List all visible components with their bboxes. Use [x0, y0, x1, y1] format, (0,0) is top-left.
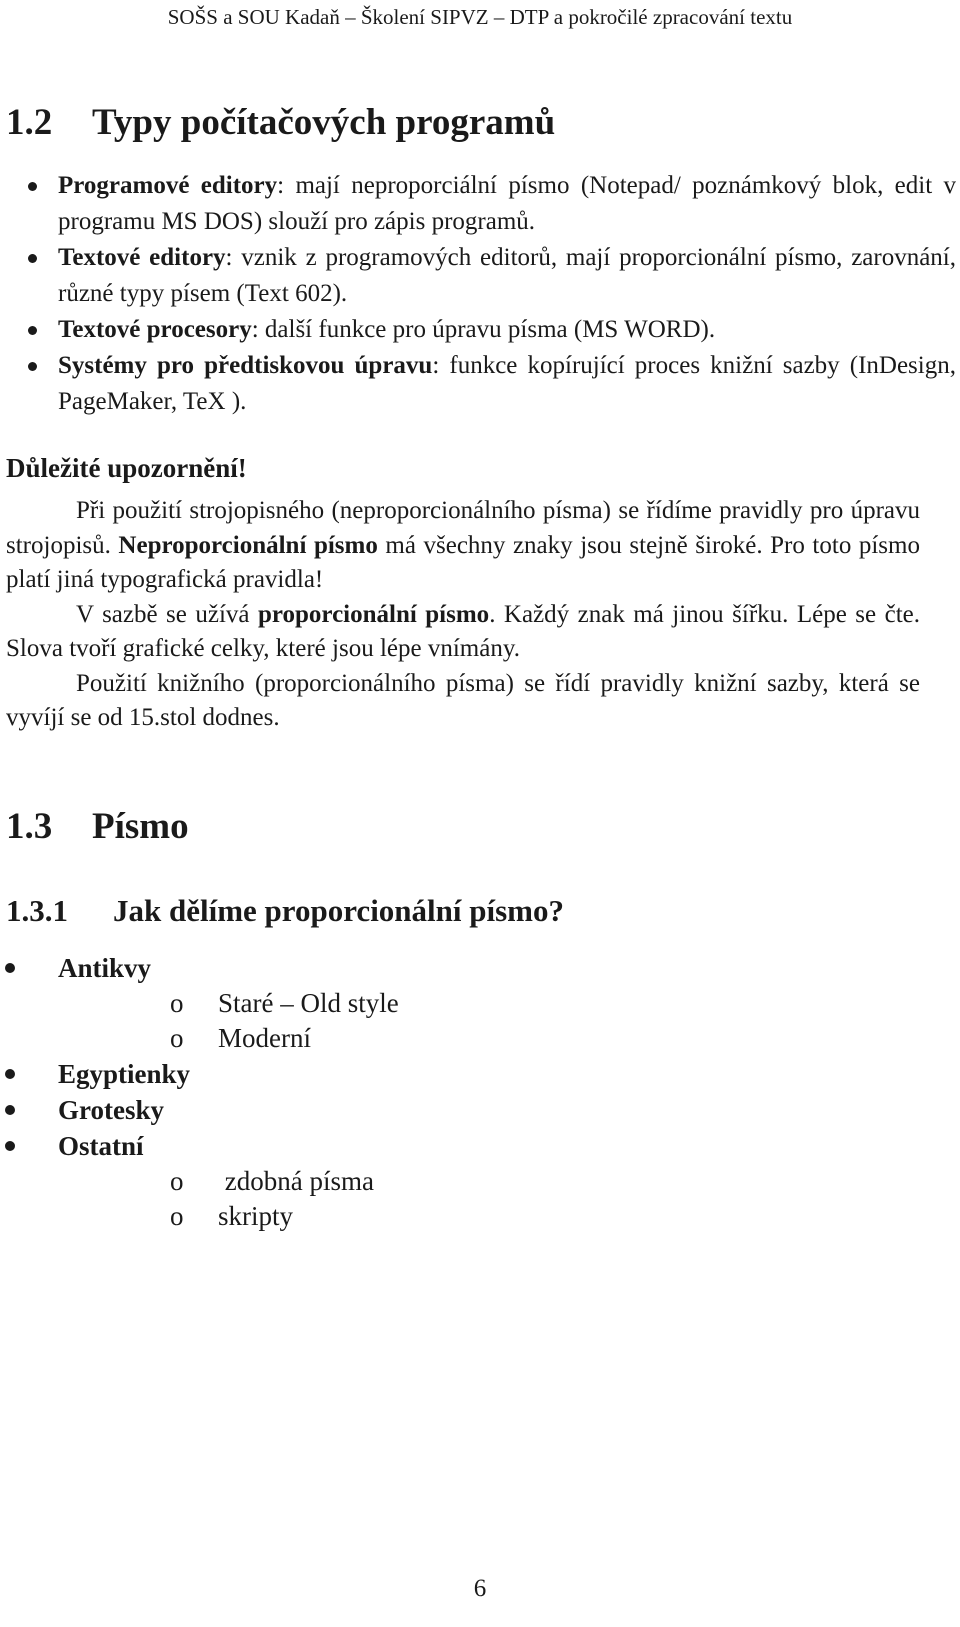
sub-item-text: skripty — [218, 1201, 294, 1231]
note-text: Při použití strojopisného (neproporcionálního písma) se řídíme pravidly pro úpravu strojopisů. — [6, 497, 920, 559]
page-number: 6 — [473, 1575, 487, 1602]
note-paragraph — [6, 598, 920, 667]
program-types-list — [0, 168, 960, 420]
class-name: Grotesky — [58, 1095, 164, 1125]
list-item — [0, 168, 960, 240]
note-text: . Každý znak má jinou šířku. Lépe se čte. Slova tvoří grafické celky, které jsou lépe vnímány. — [6, 600, 920, 662]
sub-item-text: Moderní — [218, 1023, 311, 1053]
sub-list-item — [58, 986, 960, 1021]
bullet-icon — [5, 963, 15, 973]
sub-item-text: zdobná písma — [218, 1166, 374, 1196]
section-title: Písmo — [92, 806, 189, 847]
note-text: V sazbě se užívá — [76, 600, 258, 628]
list-item — [0, 1056, 960, 1092]
page-header: SOŠS a SOU Kadaň – Školení SIPVZ – DTP a pokročilé zpracování textu — [167, 5, 793, 29]
definition: : funkce kopírující proces knižní sazby (InDesign, PageMaker, TeX ). — [58, 352, 956, 415]
sub-list — [58, 1164, 960, 1234]
list-item — [0, 312, 960, 348]
term: Systémy pro předtiskovou úpravu — [58, 352, 433, 379]
circle-bullet-icon: o — [170, 1201, 184, 1231]
list-item — [0, 950, 960, 1056]
definition: : vznik z programových editorů, mají proporcionální písmo, zarovnání, různé typy písem (Text 602). — [58, 244, 956, 307]
term: Textové editory — [58, 244, 226, 271]
list-item — [0, 348, 960, 420]
section-heading-1-3 — [6, 805, 189, 849]
class-name: Ostatní — [58, 1131, 144, 1161]
section-title: Typy počítačových programů — [92, 102, 556, 143]
note-emphasis: Neproporcionální písmo — [118, 531, 378, 559]
typeface-classes-list — [0, 950, 960, 1234]
bullet-icon — [5, 1141, 15, 1151]
term: Programové editory — [58, 172, 278, 199]
list-item — [0, 240, 960, 312]
bullet-icon — [5, 1069, 15, 1079]
bullet-icon — [28, 326, 37, 335]
definition: : další funkce pro úpravu písma (MS WORD). — [251, 316, 716, 343]
sub-list — [58, 986, 960, 1056]
note-paragraph: Použití knižního (proporcionálního písma) se řídí pravidly knižní sazby, která se vyvíjí se od 15.stol dodnes. — [6, 669, 920, 731]
circle-bullet-icon: o — [170, 1166, 184, 1196]
class-name: Antikvy — [58, 953, 152, 983]
note-text: má všechny znaky jsou stejně široké. Pro toto písmo platí jiná typografická pravidla! — [6, 531, 920, 593]
sub-list-item — [58, 1164, 960, 1199]
list-item — [0, 1092, 960, 1128]
sub-item-text: Staré – Old style — [218, 988, 399, 1018]
section-heading-1-3-1 — [6, 892, 564, 930]
bullet-icon — [28, 254, 37, 263]
circle-bullet-icon: o — [170, 1023, 184, 1053]
section-number: 1.3 — [6, 806, 53, 847]
section-number: 1.2 — [6, 102, 53, 143]
list-item — [0, 1128, 960, 1234]
note-paragraph — [6, 494, 920, 598]
sub-list-item — [58, 1199, 960, 1234]
note-body — [6, 494, 920, 736]
circle-bullet-icon: o — [170, 988, 184, 1018]
sub-list-item — [58, 1021, 960, 1056]
class-name: Egyptienky — [58, 1059, 191, 1089]
bullet-icon — [28, 182, 37, 191]
bullet-icon — [5, 1105, 15, 1115]
section-heading-1-2 — [6, 101, 555, 145]
section-number: 1.3.1 — [6, 893, 68, 928]
note-emphasis: proporcionální písmo — [257, 600, 490, 628]
note-title: Důležité upozornění! — [6, 453, 247, 483]
definition: : mají neproporciální písmo (Notepad/ poznámkový blok, edit v programu MS DOS) slouží pro zápis programů. — [58, 172, 956, 235]
bullet-icon — [28, 362, 37, 371]
section-title: Jak dělíme proporcionální písmo? — [113, 893, 564, 928]
term: Textové procesory — [58, 316, 252, 343]
